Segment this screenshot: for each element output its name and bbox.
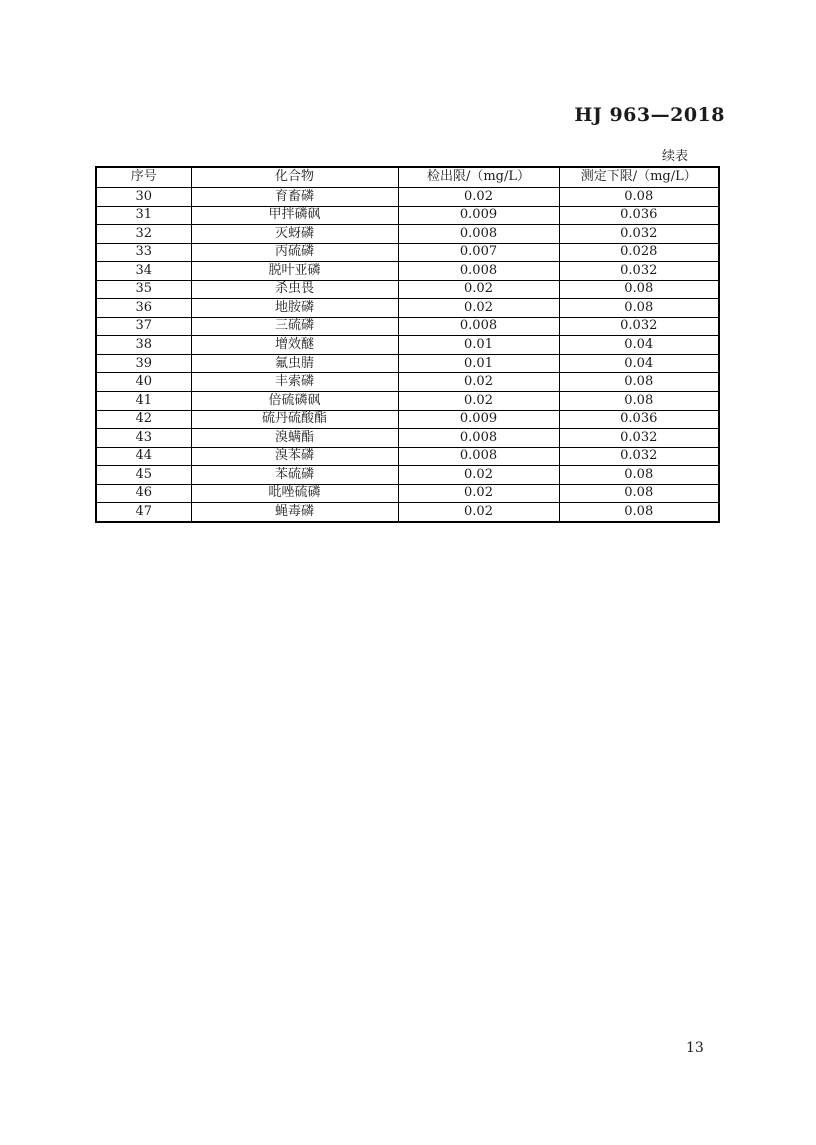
cell-compound: 苯硫磷 (191, 466, 398, 485)
cell-compound: 硫丹硫酸酯 (191, 410, 398, 429)
header-compound: 化合物 (191, 167, 398, 188)
cell-index: 38 (96, 336, 191, 355)
table-row (96, 280, 719, 299)
cell-detection-limit: 0.02 (398, 188, 559, 207)
cell-detection-limit: 0.007 (398, 243, 559, 262)
cell-index: 40 (96, 373, 191, 392)
cell-detection-limit: 0.02 (398, 299, 559, 318)
cell-compound: 增效醚 (191, 336, 398, 355)
page-number: 13 (686, 1040, 704, 1056)
cell-detection-limit: 0.009 (398, 206, 559, 225)
table-row (96, 392, 719, 411)
cell-detection-limit: 0.009 (398, 410, 559, 429)
cell-compound: 溴苯磷 (191, 447, 398, 466)
cell-index: 36 (96, 299, 191, 318)
doc-code: HJ 963—2018 (574, 104, 725, 126)
cell-index: 35 (96, 280, 191, 299)
cell-compound: 丙硫磷 (191, 243, 398, 262)
cell-lower-determination-limit: 0.04 (559, 336, 719, 355)
cell-index: 44 (96, 447, 191, 466)
cell-index: 41 (96, 392, 191, 411)
cell-compound: 倍硫磷砜 (191, 392, 398, 411)
cell-detection-limit: 0.02 (398, 503, 559, 522)
cell-compound: 三硫磷 (191, 317, 398, 336)
cell-lower-determination-limit: 0.032 (559, 447, 719, 466)
cell-compound: 氟虫腈 (191, 354, 398, 373)
cell-detection-limit: 0.01 (398, 354, 559, 373)
table-row (96, 243, 719, 262)
cell-lower-determination-limit: 0.036 (559, 206, 719, 225)
table-row (96, 225, 719, 244)
cell-lower-determination-limit: 0.08 (559, 392, 719, 411)
cell-detection-limit: 0.008 (398, 447, 559, 466)
compound-limits-table (95, 166, 720, 523)
cell-lower-determination-limit: 0.08 (559, 373, 719, 392)
cell-lower-determination-limit: 0.036 (559, 410, 719, 429)
table-row (96, 410, 719, 429)
cell-lower-determination-limit: 0.08 (559, 466, 719, 485)
header-detection-limit: 检出限/（mg/L） (398, 167, 559, 188)
cell-detection-limit: 0.02 (398, 280, 559, 299)
cell-detection-limit: 0.008 (398, 225, 559, 244)
cell-compound: 吡唑硫磷 (191, 484, 398, 503)
table-row (96, 447, 719, 466)
cell-lower-determination-limit: 0.08 (559, 280, 719, 299)
cell-lower-determination-limit: 0.032 (559, 317, 719, 336)
table-row (96, 503, 719, 522)
cell-index: 42 (96, 410, 191, 429)
cell-detection-limit: 0.02 (398, 392, 559, 411)
cell-compound: 杀虫畏 (191, 280, 398, 299)
cell-lower-determination-limit: 0.08 (559, 503, 719, 522)
cell-detection-limit: 0.01 (398, 336, 559, 355)
cell-compound: 脱叶亚磷 (191, 262, 398, 281)
cell-lower-determination-limit: 0.04 (559, 354, 719, 373)
table-row (96, 262, 719, 281)
cell-detection-limit: 0.008 (398, 429, 559, 448)
cell-index: 32 (96, 225, 191, 244)
table-row (96, 466, 719, 485)
table-row (96, 299, 719, 318)
table-row (96, 206, 719, 225)
cell-lower-determination-limit: 0.032 (559, 225, 719, 244)
table-body (96, 188, 719, 523)
cell-lower-determination-limit: 0.08 (559, 299, 719, 318)
cell-lower-determination-limit: 0.08 (559, 188, 719, 207)
cell-index: 46 (96, 484, 191, 503)
cell-detection-limit: 0.02 (398, 466, 559, 485)
cell-lower-determination-limit: 0.032 (559, 429, 719, 448)
header-lower-determination-limit: 测定下限/（mg/L） (559, 167, 719, 188)
cell-compound: 灭蚜磷 (191, 225, 398, 244)
table-row (96, 188, 719, 207)
cell-compound: 溴螨酯 (191, 429, 398, 448)
cell-index: 30 (96, 188, 191, 207)
table-row (96, 336, 719, 355)
table-row (96, 484, 719, 503)
cell-lower-determination-limit: 0.032 (559, 262, 719, 281)
table-row (96, 429, 719, 448)
cell-compound: 蝇毒磷 (191, 503, 398, 522)
cell-detection-limit: 0.008 (398, 262, 559, 281)
table-row (96, 354, 719, 373)
cell-lower-determination-limit: 0.08 (559, 484, 719, 503)
table-row (96, 373, 719, 392)
cell-detection-limit: 0.008 (398, 317, 559, 336)
cell-index: 33 (96, 243, 191, 262)
table-row (96, 317, 719, 336)
cell-compound: 甲拌磷砜 (191, 206, 398, 225)
cell-index: 45 (96, 466, 191, 485)
cell-index: 39 (96, 354, 191, 373)
cell-index: 43 (96, 429, 191, 448)
cell-index: 47 (96, 503, 191, 522)
cell-index: 31 (96, 206, 191, 225)
cell-compound: 育畜磷 (191, 188, 398, 207)
cell-detection-limit: 0.02 (398, 373, 559, 392)
table-header-row (96, 167, 719, 188)
cell-compound: 地胺磷 (191, 299, 398, 318)
cell-detection-limit: 0.02 (398, 484, 559, 503)
continued-table-label: 续表 (661, 149, 688, 164)
header-index: 序号 (96, 167, 191, 188)
cell-compound: 丰索磷 (191, 373, 398, 392)
cell-lower-determination-limit: 0.028 (559, 243, 719, 262)
cell-index: 34 (96, 262, 191, 281)
cell-index: 37 (96, 317, 191, 336)
